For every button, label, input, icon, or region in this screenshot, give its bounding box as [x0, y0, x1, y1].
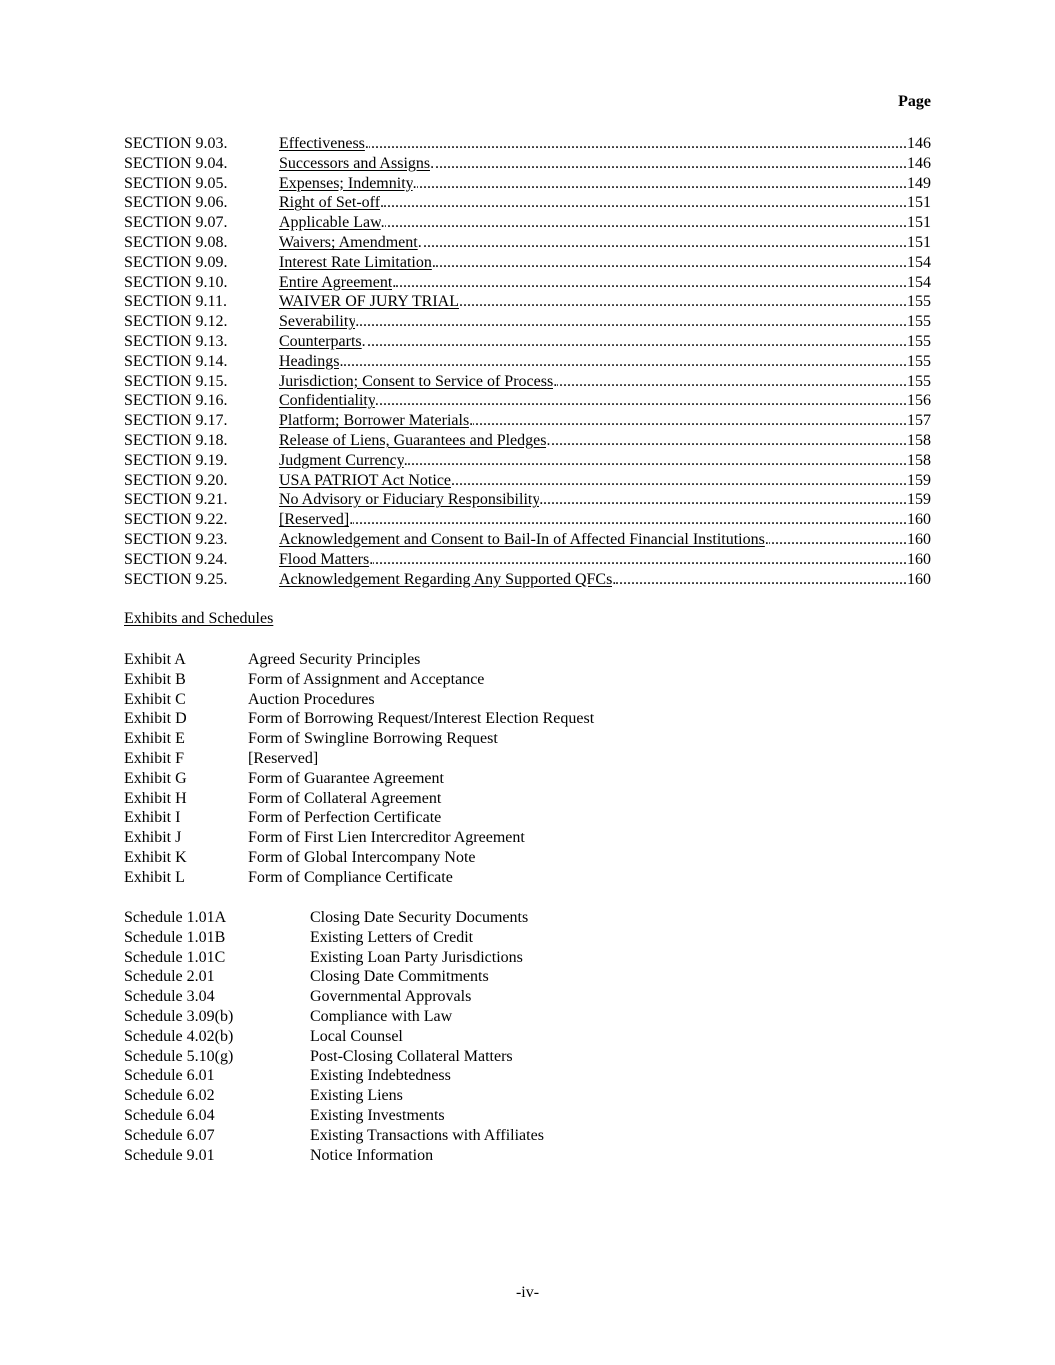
- section-page-number: 160: [907, 570, 931, 588]
- exhibit-title: Form of Borrowing Request/Interest Election Request: [248, 710, 595, 728]
- section-title-leader: [279, 193, 906, 213]
- exhibit-title: Form of Compliance Certificate: [248, 868, 453, 886]
- toc-row: [124, 391, 931, 411]
- page-column-header: Page: [898, 93, 931, 110]
- section-page-number: 155: [907, 332, 931, 350]
- section-number: SECTION 9.07.: [124, 214, 228, 232]
- schedule-id: Schedule 6.01: [124, 1067, 215, 1085]
- exhibit-id: Exhibit I: [124, 809, 181, 827]
- schedule-row: [124, 1126, 544, 1146]
- toc-row: [124, 570, 931, 590]
- exhibit-title: Form of Assignment and Acceptance: [248, 670, 485, 688]
- schedule-title: Closing Date Security Documents: [310, 909, 529, 926]
- schedule-row: [124, 967, 544, 987]
- section-title-link[interactable]: Effectiveness: [279, 135, 365, 152]
- exhibit-title: Form of Swingline Borrowing Request: [248, 730, 498, 748]
- schedule-id: Schedule 1.01A: [124, 909, 227, 926]
- section-number: SECTION 9.25.: [124, 570, 228, 588]
- section-title-period: .: [349, 511, 354, 529]
- section-title-link[interactable]: Platform; Borrower Materials: [279, 412, 470, 430]
- toc-row: [124, 233, 931, 253]
- schedule-title: Existing Indebtedness: [310, 1067, 451, 1085]
- schedule-id: Schedule 2.01: [124, 968, 215, 986]
- section-number: SECTION 9.21.: [124, 491, 228, 509]
- schedule-row: [124, 1066, 544, 1086]
- toc-row: [124, 273, 931, 293]
- schedule-title: Existing Loan Party Jurisdictions: [310, 948, 523, 966]
- exhibit-row: [124, 808, 594, 828]
- section-title-link[interactable]: Headings: [279, 352, 340, 370]
- section-number: SECTION 9.05.: [124, 174, 228, 192]
- toc-row: [124, 332, 931, 352]
- section-title-period: .: [374, 392, 379, 410]
- section-title-link[interactable]: Acknowledgement Regarding Any Supported QFCs: [279, 570, 613, 588]
- section-number: SECTION 9.19.: [124, 451, 228, 469]
- exhibit-id: Exhibit C: [124, 690, 186, 708]
- section-title-period: .: [355, 313, 360, 331]
- section-title-link[interactable]: [Reserved]: [279, 511, 350, 529]
- section-title-link[interactable]: Right of Set-off: [279, 194, 381, 212]
- schedule-row: [124, 948, 544, 968]
- toc-row: [124, 352, 931, 372]
- schedule-title: Notice Information: [310, 1146, 434, 1164]
- toc-row: [124, 292, 931, 312]
- schedule-row: [124, 928, 544, 948]
- schedule-row: [124, 1106, 544, 1126]
- schedule-title: Post-Closing Collateral Matters: [310, 1047, 513, 1065]
- schedule-id: Schedule 4.02(b): [124, 1027, 234, 1045]
- toc-row: [124, 510, 931, 530]
- section-title-leader: [279, 134, 906, 154]
- schedule-row: [124, 987, 544, 1007]
- toc-row: [124, 193, 931, 213]
- exhibit-row: [124, 769, 594, 789]
- section-title-period: .: [764, 530, 769, 548]
- section-title-leader: [279, 372, 906, 392]
- toc-row: [124, 411, 931, 431]
- section-title-period: .: [361, 332, 366, 350]
- schedule-title: Existing Liens: [310, 1087, 403, 1105]
- section-title-leader: [279, 510, 906, 530]
- section-number: SECTION 9.08.: [124, 233, 228, 251]
- section-title-period: .: [469, 412, 474, 430]
- exhibit-row: [124, 848, 594, 868]
- schedule-title: Governmental Approvals: [310, 988, 472, 1006]
- exhibit-id: Exhibit D: [124, 710, 187, 728]
- exhibit-title: Form of Guarantee Agreement: [248, 769, 444, 787]
- section-number: SECTION 9.14.: [124, 352, 228, 370]
- toc-row: [124, 312, 931, 332]
- section-title-leader: [279, 312, 906, 332]
- section-title-leader: [279, 174, 906, 194]
- section-number: SECTION 9.13.: [124, 332, 228, 350]
- exhibit-id: Exhibit J: [124, 829, 182, 847]
- section-number: SECTION 9.23.: [124, 530, 228, 548]
- section-title-period: .: [369, 550, 374, 568]
- exhibit-id: Exhibit K: [124, 848, 187, 866]
- section-page-number: 151: [907, 214, 931, 232]
- toc-row: [124, 253, 931, 273]
- section-title-period: .: [430, 154, 435, 172]
- section-title-period: .: [403, 451, 408, 469]
- section-title-period: .: [431, 253, 436, 271]
- schedule-id: Schedule 3.09(b): [124, 1007, 234, 1025]
- exhibit-id: Exhibit H: [124, 789, 187, 807]
- schedule-row: [124, 908, 544, 928]
- section-page-number: 160: [907, 550, 931, 568]
- schedule-title: Closing Date Commitments: [310, 968, 489, 986]
- exhibit-row: [124, 868, 594, 888]
- schedule-row: [124, 1146, 544, 1166]
- exhibit-title: Form of Global Intercompany Note: [248, 848, 476, 866]
- section-title-leader: [279, 570, 906, 590]
- toc-row: [124, 490, 931, 510]
- section-page-number: 157: [907, 412, 931, 430]
- schedule-id: Schedule 6.02: [124, 1087, 215, 1105]
- section-number: SECTION 9.09.: [124, 253, 228, 271]
- section-number: SECTION 9.24.: [124, 550, 228, 568]
- exhibit-row: [124, 670, 594, 690]
- exhibit-row: [124, 828, 594, 848]
- exhibit-title: Agreed Security Principles: [248, 651, 421, 668]
- section-title-leader: [279, 292, 906, 312]
- exhibit-id: Exhibit F: [124, 749, 185, 767]
- section-title-leader: [279, 530, 906, 550]
- section-title-leader: [279, 471, 906, 491]
- section-title-link[interactable]: Successors and Assigns: [279, 154, 431, 172]
- section-page-number: 146: [907, 154, 931, 172]
- exhibit-row: [124, 690, 594, 710]
- section-title-leader: [279, 490, 906, 510]
- section-title-link[interactable]: Release of Liens, Guarantees and Pledges: [279, 431, 547, 449]
- exhibit-row: [124, 729, 594, 749]
- section-number: SECTION 9.16.: [124, 392, 228, 410]
- section-number: SECTION 9.12.: [124, 313, 228, 331]
- section-title-period: .: [339, 352, 344, 370]
- section-number: SECTION 9.18.: [124, 431, 228, 449]
- section-page-number: 159: [907, 471, 931, 489]
- section-title-period: .: [364, 135, 369, 152]
- table-of-contents: [124, 134, 931, 589]
- exhibits-schedules-heading: Exhibits and Schedules: [124, 610, 274, 627]
- section-title-period: .: [539, 491, 544, 509]
- toc-row: [124, 134, 931, 154]
- toc-row: [124, 431, 931, 451]
- section-page-number: 155: [907, 293, 931, 311]
- section-number: SECTION 9.20.: [124, 471, 228, 489]
- schedule-title: Existing Letters of Credit: [310, 928, 474, 946]
- section-number: SECTION 9.10.: [124, 273, 228, 291]
- schedule-title: Existing Transactions with Affiliates: [310, 1126, 544, 1144]
- exhibit-title: [Reserved]: [248, 749, 319, 767]
- section-title-link[interactable]: Acknowledgement and Consent to Bail-In of Affected Financial Institutions: [279, 530, 765, 548]
- section-title-leader: [279, 352, 906, 372]
- section-page-number: 158: [907, 451, 931, 469]
- exhibits-list: [124, 650, 594, 888]
- section-page-number: 158: [907, 431, 931, 449]
- section-title-link[interactable]: Waivers; Amendment: [279, 233, 418, 251]
- section-title-leader: [279, 431, 906, 451]
- section-title-leader: [279, 451, 906, 471]
- section-title-period: .: [412, 174, 417, 192]
- section-title-link[interactable]: Severability: [279, 313, 356, 331]
- section-title-period: .: [417, 233, 422, 251]
- exhibit-row: [124, 789, 594, 809]
- schedule-title: Compliance with Law: [310, 1007, 453, 1025]
- exhibit-title: Form of Perfection Certificate: [248, 809, 442, 827]
- exhibit-id: Exhibit A: [124, 651, 186, 668]
- section-title-link[interactable]: Jurisdiction; Consent to Service of Process: [279, 372, 554, 390]
- section-page-number: 159: [907, 491, 931, 509]
- schedule-row: [124, 1027, 544, 1047]
- section-title-period: .: [451, 471, 456, 489]
- schedule-id: Schedule 1.01B: [124, 928, 226, 946]
- section-page-number: 155: [907, 313, 931, 331]
- section-page-number: 151: [907, 233, 931, 251]
- section-title-link[interactable]: No Advisory or Fiduciary Responsibility: [279, 491, 540, 509]
- section-title-leader: [279, 213, 906, 233]
- exhibit-row: [124, 749, 594, 769]
- section-title-period: .: [459, 293, 464, 311]
- section-title-link[interactable]: Expenses; Indemnity: [279, 174, 413, 192]
- toc-row: [124, 550, 931, 570]
- exhibit-title: Form of First Lien Intercreditor Agreement: [248, 829, 525, 847]
- section-page-number: 154: [907, 273, 931, 291]
- schedule-id: Schedule 9.01: [124, 1146, 215, 1164]
- toc-row: [124, 471, 931, 491]
- schedule-title: Local Counsel: [310, 1027, 403, 1045]
- section-title-period: .: [612, 570, 617, 588]
- exhibit-id: Exhibit B: [124, 670, 186, 688]
- section-title-period: .: [392, 273, 397, 291]
- section-number: SECTION 9.15.: [124, 372, 228, 390]
- section-page-number: 146: [907, 135, 931, 152]
- schedule-row: [124, 1007, 544, 1027]
- section-number: SECTION 9.06.: [124, 194, 228, 212]
- section-number: SECTION 9.03.: [124, 135, 228, 152]
- exhibit-title: Auction Procedures: [248, 690, 375, 708]
- section-title-link[interactable]: Judgment Currency: [279, 451, 404, 469]
- schedule-title: Existing Investments: [310, 1106, 445, 1124]
- section-title-leader: [279, 391, 906, 411]
- section-page-number: 155: [907, 352, 931, 370]
- section-number: SECTION 9.17.: [124, 412, 228, 430]
- toc-row: [124, 530, 931, 550]
- section-title-period: .: [380, 194, 385, 212]
- section-page-number: 151: [907, 194, 931, 212]
- section-title-period: .: [380, 214, 385, 232]
- section-page-number: 160: [907, 530, 931, 548]
- schedule-row: [124, 1086, 544, 1106]
- section-title-period: .: [553, 372, 558, 390]
- toc-row: [124, 213, 931, 233]
- toc-row: [124, 372, 931, 392]
- section-page-number: 156: [907, 392, 931, 410]
- section-page-number: 155: [907, 372, 931, 390]
- section-title-link[interactable]: Flood Matters: [279, 550, 370, 568]
- exhibit-id: Exhibit E: [124, 730, 185, 748]
- section-title-leader: [279, 550, 906, 570]
- section-page-number: 154: [907, 253, 931, 271]
- exhibit-id: Exhibit G: [124, 769, 187, 787]
- schedule-id: Schedule 1.01C: [124, 948, 226, 966]
- section-number: SECTION 9.22.: [124, 511, 228, 529]
- section-title-leader: [279, 273, 906, 293]
- toc-row: [124, 451, 931, 471]
- section-title-link[interactable]: Counterparts: [279, 332, 362, 350]
- section-page-number: 160: [907, 511, 931, 529]
- section-number: SECTION 9.04.: [124, 154, 228, 172]
- schedule-id: Schedule 6.04: [124, 1106, 215, 1124]
- schedule-id: Schedule 3.04: [124, 988, 215, 1006]
- section-title-link[interactable]: Interest Rate Limitation: [279, 253, 432, 271]
- section-number: SECTION 9.11.: [124, 293, 227, 311]
- section-title-link[interactable]: Applicable Law: [279, 214, 381, 232]
- schedules-list: [124, 908, 544, 1165]
- exhibit-row: [124, 650, 594, 670]
- schedule-id: Schedule 5.10(g): [124, 1047, 234, 1065]
- page-number: -iv-: [515, 1284, 540, 1301]
- section-title-leader: [279, 332, 906, 352]
- exhibit-row: [124, 709, 594, 729]
- section-title-link[interactable]: USA PATRIOT Act Notice: [279, 471, 452, 489]
- section-title-link[interactable]: Confidentiality: [279, 392, 375, 410]
- section-title-leader: [279, 233, 906, 253]
- section-title-leader: [279, 411, 906, 431]
- section-title-link[interactable]: WAIVER OF JURY TRIAL: [279, 293, 460, 311]
- toc-row: [124, 174, 931, 194]
- schedule-row: [124, 1047, 544, 1067]
- exhibit-id: Exhibit L: [124, 868, 185, 886]
- section-title-link[interactable]: Entire Agreement: [279, 273, 393, 291]
- toc-row: [124, 154, 931, 174]
- section-title-period: .: [546, 431, 551, 449]
- section-page-number: 149: [907, 174, 931, 192]
- exhibit-title: Form of Collateral Agreement: [248, 789, 442, 807]
- section-title-leader: [279, 154, 906, 174]
- section-title-leader: [279, 253, 906, 273]
- schedule-id: Schedule 6.07: [124, 1126, 215, 1144]
